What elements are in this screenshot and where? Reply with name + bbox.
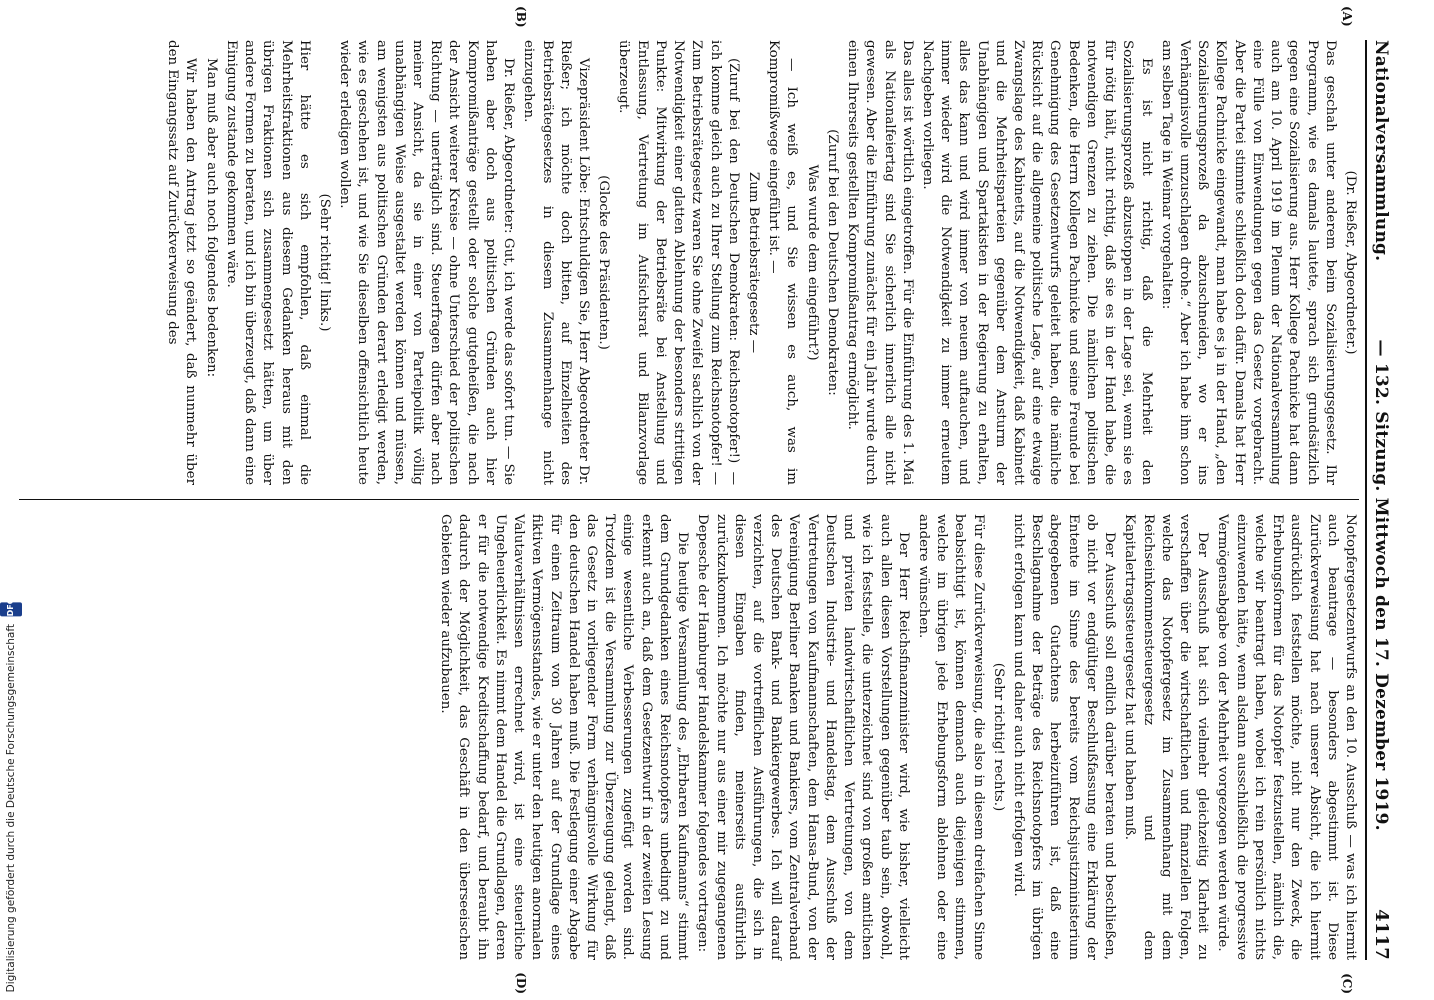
left-paragraph: Das alles ist wörtlich eingetroffen. Für die Einführung des 1. Mai als Nationalfeiertag sind Sie sicherlich innerlich alle nicht gewesen. Aber die Einführung zunächst für ein Jahr wurde durch einen Ihrerseits gestellten Kompromißantrag ermöglicht. — [845, 40, 915, 485]
page-header — [1365, 40, 1392, 960]
left-paragraph: (Zuruf bei den Deutschen Demokraten: — [824, 129, 840, 396]
right-paragraph: Notopfergesetzentwurfs an den 10. Ausschuß — was ich hiermit auch beantrage — besonders abgestimmt ist. Diese Zurückverweisung hat nach unserer Absicht, die ich hiermit ausdrücklich feststellen möchte, nicht nur den Zweck, die Erhebungsformen für das Notopfer festzustellen, nämlich die, welche wir beantragt haben, wobei ich rein persönlich nichts einzuwenden hätte, wenn alsdann ausschließlich die progressive Vermögensabgabe von der Mehrheit vorgezogen werden würde. — [1215, 514, 1358, 960]
left-paragraph: (Zuruf bei den Deutschen Demokraten: Reichsnotopfer!) — ich komme gleich auch zu Ihrer Stellung zum Reichsnotopfer! — Zum Betriebsrätegesetz waren Sie ohne Zweifel sachlich von der Notwendigkeit einer glatten Ablehnung der besonders strittigen Punkte: Mitwirkung der Betriebsräte bei Anstellung und Entlassung, Vertretung im Aufsichtsrat und Bilanzvorlage überzeugt. — [616, 40, 741, 485]
right-paragraph: Für diese Zurückverweisung, die also in diesem dreifachen Sinne beabsichtigt ist, können demnach auch diejenigen stimmen, welche im übrigen jede Erhebungsform ablehnen oder eine andere wünschen. — [915, 514, 986, 960]
margin-marker-b: (B) — [514, 6, 528, 28]
left-paragraph: Wir haben den Antrag jetzt so geändert, daß nunmehr über den Eingangssatz auf Zurückverweisung des — [165, 40, 199, 485]
left-paragraph: (Dr. Rießer, Abgeordneter.) — [1343, 170, 1358, 355]
right-paragraph: Der Ausschuß soll endlich darüber beraten und beschließen, ob nicht vor endgültiger Beschlußfassung eine Erklärung der Entente im Sinne des bereits vom Reichsjustizministerium abgegebenen Gutachtens herbeizuführen ist, daß eine Beschlagnahme der Beträge des Reichsnotopfers im übrigen nicht erfolgen kann und daher auch nicht erfolgen wird. — [1011, 514, 1118, 960]
left-paragraph: Vizepräsident Löbe: Entschuldigen Sie, Herr Abgeordneter Dr. Rießer; ich möchte doch bitten, auf Einzelheiten des Betriebsrätegesetzes in diesem Zusammenhange nicht einzugehen. — [521, 40, 592, 485]
right-paragraph: Die heutige Versammlung des „Ehrbaren Kaufmanns“ stimmt dem Grundgedanken eines Reichsnotopfers unbedingt zu und erkennt auch an, daß dem Gesetzentwurf in der zweiten Lesung einige wesentliche Verbesserungen zugefügt worden sind. Trotzdem ist die Versammlung zur Überzeugung gelangt, daß das Gesetz in vorliegender Form verhängnisvolle Wirkung für den deutschen Handel haben muß. Die Festlegung einer Abgabe für einen Zeitraum von 30 Jahren auf der Grundlage eines fiktiven Vermögensstandes, wie er unter den heutigen anormalen Valutaverhältnissen errechnet wird, ist eine steuerliche Ungeheuerlichkeit. Es nimmt dem Handel die Grundlagen, deren er für die notwendige Kreditschaffung bedarf, und beraubt ihn dadurch der Möglichkeit, das Geschäft in den überseeischen Gebieten wieder aufzubauen. — [438, 514, 691, 960]
digitization-credit — [4, 598, 18, 992]
left-paragraph: Dr. Rießer, Abgeordneter: Gut, ich werde das sofort tun. — Sie haben aber doch aus politischen Gründen auch hier Kompromißanträge gestellt oder solche gutgeheißen, die nach der Ansicht weiterer Kreise — ohne Unterschied der politischen Richtung — unerträglich sind. Steuerfragen dürfen aber nach meiner Ansicht, da sie in einer von Parteipolitik völlig unabhängigen Weise ausgestaltet werden können und müssen, am wenigsten aus politischen Gründen derart erledigt werden, wie es geschehen ist, und wie Sie dieselben offensichtlich heute wieder erledigen wollen. — [337, 40, 517, 485]
dfg-logo-icon: DFG — [0, 602, 22, 616]
text-columns — [19, 6, 1359, 994]
left-paragraph: Hier hätte es sich empfohlen, daß einmal die Mehrheitsfraktionen aus diesem Gedanken heraus mit den übrigen Fraktionen sich zusammengesetzt hätten, um über andere Formen zu beraten, und ich bin überzeugt, daß dann eine Einigung zustande gekommen wäre. — [223, 40, 312, 485]
left-paragraph: Zum Betriebsrätegesetz — — [746, 171, 761, 354]
left-paragraph: Man muß aber auch noch folgendes bedenken: — [203, 58, 219, 378]
right-column — [19, 500, 1359, 994]
left-paragraph: Das geschah unter anderem beim Sozialisierungsgesetz. Ihr Programm, wie es damals lautete, sprach sich grundsätzlich gegen eine Sozialisierung aus. Herr Kollege Pachnicke hat dann auch am 10. April 1919 im Plenum der Nationalversammlung eine Fülle von Einwendungen gegen das Gesetz vorgebracht. Aber die Partei stimmte schließlich doch dafür. Damals hat Herr Kollege Pachnicke eingewandt, man habe es ja in der Hand, „den Sozialisierungsprozeß da abzuschneiden, wo er ins Verhängnisvolle umzuschlagen drohe.“ Aber ich habe ihm schon am selben Tage in Weimar vorgehalten: — [1158, 40, 1338, 485]
right-paragraph: (Sehr richtig! rechts.) — [990, 662, 1006, 812]
margin-marker-d: (D) — [514, 972, 528, 994]
left-paragraph: Was wurde dem eingeführt?) — [804, 164, 820, 361]
right-paragraph: Der Ausschuß hat sich vielmehr gleichzeitig Klarheit zu verschaffen über die wirtschaftlichen und finanziellen Folgen, welche das Notopfergesetz im Zusammenhang mit dem Reichseinkommensteuergesetz und dem Kapitalertragssteuergesetz hat und haben muß. — [1122, 514, 1211, 960]
left-column — [19, 6, 1359, 500]
left-paragraph: — Ich weiß es, und Sie wissen es auch, was im Kompromißwege eingeführt ist. — — [766, 40, 800, 485]
header-left: Nationalversammlung. — [1371, 40, 1391, 262]
margin-marker-a: (A) — [1340, 6, 1354, 27]
left-paragraph: (Glocke des Präsidenten.) — [596, 175, 612, 350]
left-paragraph: (Sehr richtig! links.) — [316, 193, 332, 332]
header-session: — 132. Sitzung. Mittwoch den 17. Dezember 1919. — [1371, 339, 1391, 831]
page-number: 4117 — [1371, 909, 1392, 960]
right-paragraph: Der Herr Reichsfinanzminister wird, wie bisher, vielleicht auch allen diesen Vorstellungen gegenüber taub sein, obwohl, wie ich feststelle, die unterzeichnet sind von großen amtlichen und privaten landwirtschaftlichen Vertretungen, von dem Deutschen Industrie- und Handelstag, dem Ausschuß der Vertretungen von Kaufmannschaften, dem Hansa-Bund, von der Vereinigung Berliner Banken und Bankiers, vom Zentralverband des Deutschen Bank- und Bankiergewerbes. Ich will darauf verzichten, auf die vortrefflichen Ausführungen, die sich in diesen Eingaben finden, meinerseits ausführlich zurückzukommen. Ich möchte nur aus einer mir zugegangenen Depesche der Hamburger Handelskammer folgendes vortragen: — [695, 514, 911, 960]
margin-marker-c: (C) — [1340, 973, 1354, 994]
left-paragraph: Es ist nicht richtig, daß die Mehrheit den Sozialisierungsprozeß abzustoppen in der Lage sei, wenn sie es für nötig hält, nicht richtig, daß sie es in der Hand habe, die notwendigen Grenzen zu ziehen. Die nämlichen politischen Bedenken, die Herrn Kollegen Pachnicke und seine Freunde bei Genehmigung des Gesetzentwurfs geleitet haben, die nämliche Rücksicht auf die allgemeine politische Lage, auf eine etwaige Zwangslage des Kabinetts, auf die Notwendigkeit, daß Kabinett und die Mehrheitsparteien gegenüber dem Ansturm der Unabhängigen und Spartakisten in der Regierung zu erhalten, alles das kann und wird immer von neuem auftauchen, und immer wieder wird die Notwendigkeit zu immer erneutem Nachgeben vorliegen. — [919, 40, 1154, 485]
credit-text: Digitalisierung gefördert durch die Deutsche Forschungsgemeinschaft — [5, 623, 17, 992]
